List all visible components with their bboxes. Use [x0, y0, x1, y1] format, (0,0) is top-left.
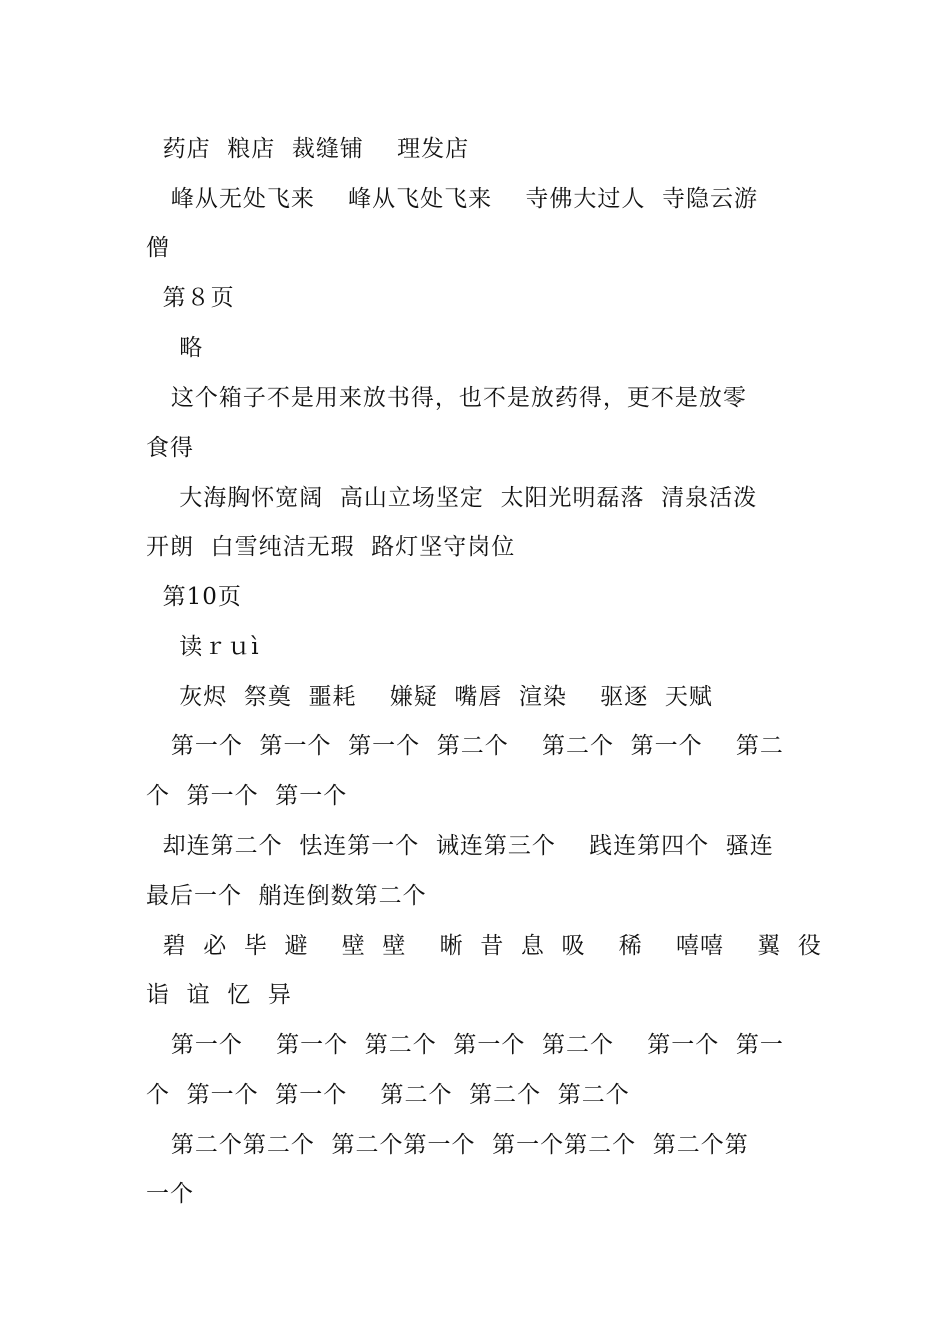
text-line: 第８页 [146, 285, 235, 311]
text-line: 第二个第二个 第二个第一个 第一个第二个 第二个第 [146, 1132, 749, 1158]
text-line: 药店 粮店 裁缝铺 理发店 [146, 136, 470, 162]
text-line: 略 [146, 335, 204, 361]
text-line: 开朗 白雪纯洁无瑕 路灯坚守岗位 [146, 534, 516, 560]
text-line: 却连第二个 怯连第一个 诫连第三个 践连第四个 骚连 [146, 833, 774, 859]
text-line: 个 第一个 第一个 第二个 第二个 第二个 [146, 1082, 630, 1108]
text-line: 僧 [146, 235, 170, 261]
text-line: 这个箱子不是用来放书得，也不是放药得，更不是放零 [146, 385, 747, 411]
text-line: 大海胸怀宽阔 高山立场坚定 太阳光明磊落 清泉活泼 [146, 485, 758, 511]
text-line: 灰烬 祭奠 噩耗 嫌疑 嘴唇 渲染 驱逐 天赋 [146, 684, 713, 710]
text-line: 食得 [146, 435, 194, 461]
text-line: 个 第一个 第一个 [146, 783, 348, 809]
text-line: 一个 [146, 1181, 194, 1207]
text-line: 第一个 第一个 第二个 第一个 第二个 第一个 第一 [146, 1032, 784, 1058]
text-line: 诣 谊 忆 异 [146, 982, 292, 1008]
text-line: 碧 必 毕 避 壁 壁 晰 昔 息 吸 稀 嘻嘻 翼 役 [146, 933, 822, 959]
text-line: 第一个 第一个 第一个 第二个 第二个 第一个 第二 [146, 733, 784, 759]
text-line: 读ｒｕì [146, 634, 260, 660]
text-line: 最后一个 艄连倒数第二个 [146, 883, 427, 909]
text-line: 峰从无处飞来 峰从飞处飞来 寺佛大过人 寺隐云游 [146, 186, 759, 212]
text-line: 第10页 [146, 584, 242, 610]
